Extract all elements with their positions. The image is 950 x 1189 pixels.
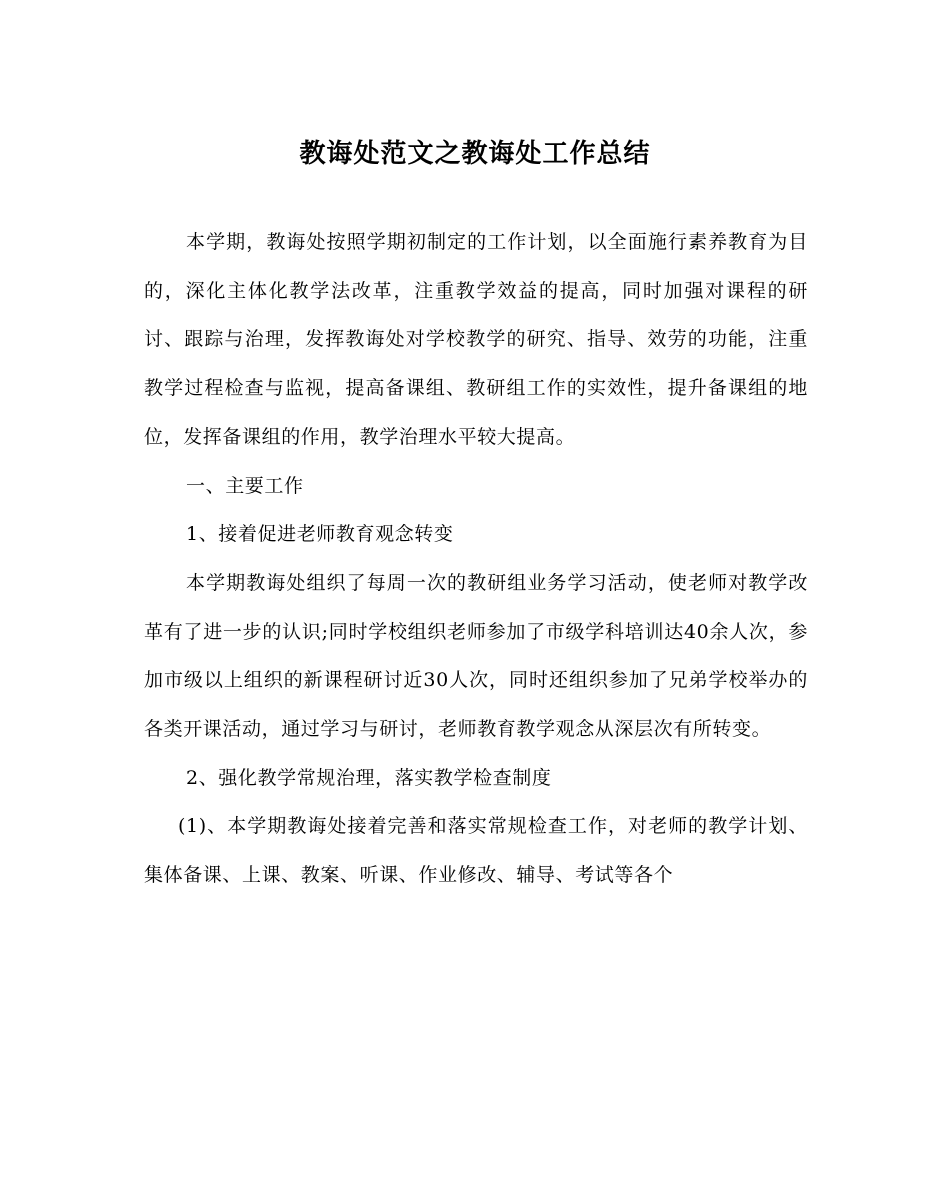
subheading-teacher-concepts: 1、接着促进老师教育观念转变 bbox=[186, 523, 454, 546]
section-heading-main-work: 一、主要工作 bbox=[186, 474, 304, 497]
paragraph-routine-inspection: (1)、本学期教诲处接着完善和落实常规检查工作，对老师的教学计划、集体备课、上课、教案、听课、作业修改、辅导、考试等各个 bbox=[144, 815, 808, 887]
intro-paragraph: 本学期，教诲处按照学期初制定的工作计划，以全面施行素养教育为目的，深化主体化教学法改革，注重教学效益的提高，同时加强对课程的研讨、跟踪与治理，发挥教诲处对学校教学的研究、指导、效劳的功能，注重教学过程检查与监视，提高备课组、教研组工作的实效性，提升备课组的地位，发挥备课组的作用，教学治理水平较大提高。 bbox=[144, 231, 808, 448]
paragraph-teacher-training: 本学期教诲处组织了每周一次的教研组业务学习活动，使老师对教学改革有了进一步的认识;同时学校组织老师参加了市级学科培训达40余人次，参加市级以上组织的新课程研讨近30人次，同时还组织参加了兄弟学校举办的各类开课活动，通过学习与研讨，老师教育教学观念从深层次有所转变。 bbox=[144, 571, 808, 741]
document-body bbox=[144, 218, 808, 900]
document-title: 教诲处范文之教诲处工作总结 bbox=[299, 139, 651, 169]
subheading-teaching-routine: 2、强化教学常规治理，落实教学检查制度 bbox=[186, 766, 552, 789]
